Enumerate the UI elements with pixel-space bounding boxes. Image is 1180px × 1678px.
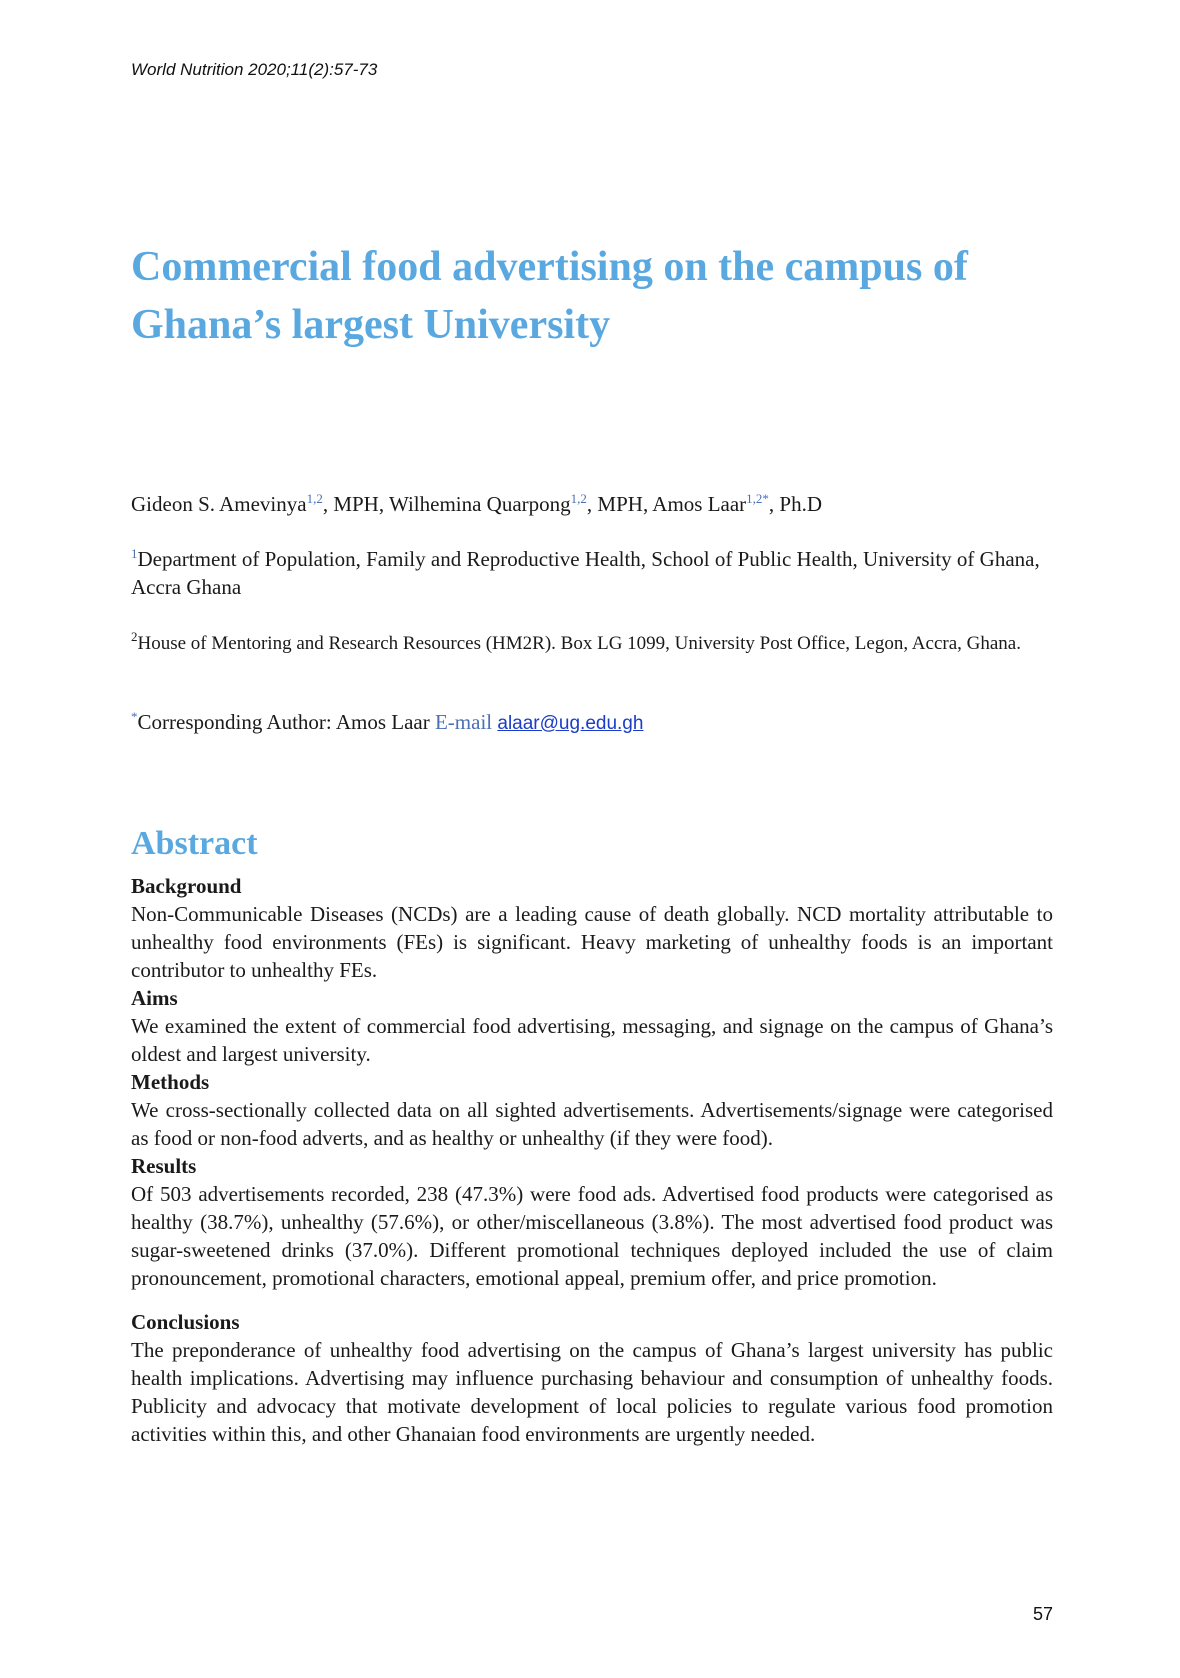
author-affiliation-marker: 1,2 xyxy=(570,491,587,506)
page-number: 57 xyxy=(1032,1604,1053,1624)
author-degree: , Ph.D xyxy=(768,492,823,516)
aims-heading: Aims xyxy=(131,986,178,1010)
author-degree: , MPH, xyxy=(322,492,389,516)
author-list xyxy=(131,490,822,518)
methods-text: We cross-sectionally collected data on all sighted advertisements. Advertisements/signage were categorised as food or non-food adverts, and as healthy or unhealthy (if they were food). xyxy=(131,1098,1053,1150)
email-label: E-mail xyxy=(434,710,493,734)
author-name: Wilhemina Quarpong xyxy=(388,492,571,516)
background-heading: Background xyxy=(131,874,242,898)
affiliation-marker: 2 xyxy=(131,629,138,644)
author-name: Gideon S. Amevinya xyxy=(131,492,307,516)
affiliation-text: House of Mentoring and Research Resources (HM2R). Box LG 1099, University Post Office, Legon, Accra, Ghana. xyxy=(137,633,1021,654)
author-affiliation-marker: 1,2 xyxy=(306,491,323,506)
aims-text: We examined the extent of commercial food advertising, messaging, and signage on the campus of Ghana’s oldest and largest university. xyxy=(131,1014,1053,1066)
author-degree: , MPH, xyxy=(586,492,653,516)
conclusions-text: The preponderance of unhealthy food advertising on the campus of Ghana’s largest university has public health implications. Advertising may influence purchasing behaviour and consumption of unhealthy foods. Publicity and advocacy that motivate development of local policies to regulate various food promotion activities within this, and other Ghanaian food environments are urgently needed. xyxy=(131,1338,1053,1446)
methods-heading: Methods xyxy=(131,1070,210,1094)
corresponding-author xyxy=(131,708,643,738)
author-name: Amos Laar xyxy=(652,492,747,516)
affiliation-marker: 1 xyxy=(131,546,138,561)
results-heading: Results xyxy=(131,1154,197,1178)
journal-citation: World Nutrition 2020;11(2):57-73 xyxy=(131,60,378,79)
background-text: Non-Communicable Diseases (NCDs) are a leading cause of death globally. NCD mortality attributable to unhealthy food environments (FEs) is significant. Heavy marketing of unhealthy foods is an important contributor to unhealthy FEs. xyxy=(131,902,1053,982)
email-link[interactable]: alaar@ug.edu.gh xyxy=(497,713,644,734)
corresponding-label: Corresponding Author: Amos Laar xyxy=(137,710,435,734)
results-text: Of 503 advertisements recorded, 238 (47.3%) were food ads. Advertised food products were categorised as healthy (38.7%), unhealthy (57.6%), or other/miscellaneous (3.8%). The most advertised food product was sugar-sweetened drinks (37.0%). Different promotional techniques deployed included the use of claim pronouncement, promotional characters, emotional appeal, premium offer, and price promotion. xyxy=(131,1182,1053,1290)
corresponding-marker: * xyxy=(131,709,138,724)
affiliation-2 xyxy=(131,630,1061,657)
affiliation-text: Department of Population, Family and Reproductive Health, School of Public Health, University of Ghana, Accra Ghana xyxy=(131,547,1040,599)
affiliation-1 xyxy=(131,545,1061,601)
abstract-heading: Abstract xyxy=(131,825,258,862)
abstract-body xyxy=(131,872,1053,1448)
conclusions-heading: Conclusions xyxy=(131,1310,240,1334)
section-spacer xyxy=(131,1292,1053,1308)
author-affiliation-marker: 1,2* xyxy=(746,491,769,506)
article-title: Commercial food advertising on the campus of Ghana’s largest University xyxy=(131,244,968,348)
